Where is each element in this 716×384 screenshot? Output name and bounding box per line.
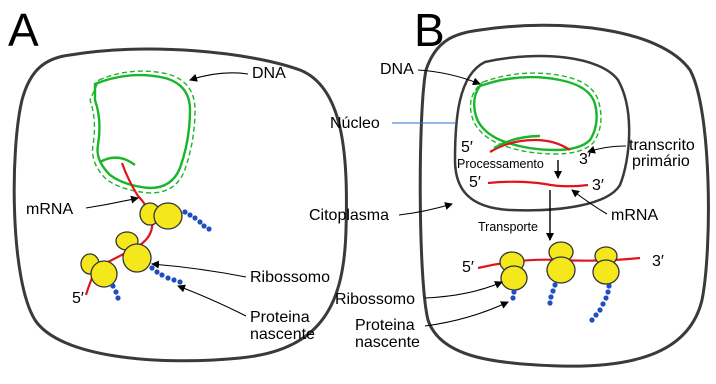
panel-b-ribosome-3 bbox=[593, 247, 619, 284]
panel-b-label-5prime-mid: 5′ bbox=[469, 174, 481, 191]
panel-a-label-dna: DNA bbox=[252, 65, 286, 82]
panel-b-label-ribossomo: Ribossomo bbox=[335, 291, 416, 308]
panel-b bbox=[309, 4, 708, 366]
panel-b-label-mrna: mRNA bbox=[611, 207, 659, 224]
panel-a-label-mrna: mRNA bbox=[26, 201, 74, 218]
panel-b-letter: B bbox=[414, 4, 445, 56]
panel-b-label-nucleo: Núcleo bbox=[330, 115, 380, 132]
panel-a-label-ribossomo: Ribossomo bbox=[250, 269, 331, 286]
panel-b-arrow-ribossomo bbox=[425, 282, 502, 298]
panel-a-label-proteina-1: Proteina bbox=[250, 309, 310, 326]
panel-b-label-citoplasma: Citoplasma bbox=[309, 207, 390, 224]
panel-b-label-5prime-top: 5′ bbox=[461, 139, 473, 156]
panel-b-label-3prime-bottom: 3′ bbox=[652, 253, 664, 270]
panel-b-dna bbox=[471, 73, 602, 154]
panel-b-ribosome-2 bbox=[547, 242, 575, 283]
panel-a-dna bbox=[90, 71, 195, 193]
panel-a-arrow-proteina bbox=[178, 286, 246, 316]
panel-a bbox=[8, 4, 346, 361]
panel-a-label-5prime: 5′ bbox=[72, 290, 84, 307]
panel-a-ribosome-1 bbox=[140, 203, 182, 229]
panel-b-arrow-proteina bbox=[425, 302, 508, 326]
panel-b-label-3prime-top: 3′ bbox=[579, 151, 591, 168]
panel-b-protein-chains bbox=[510, 282, 611, 322]
panel-a-arrow-mrna bbox=[86, 198, 138, 208]
panel-a-arrow-ribossomo bbox=[152, 264, 246, 277]
panel-b-label-3prime-mid: 3′ bbox=[592, 177, 604, 194]
panel-b-label-processamento: Processamento bbox=[457, 157, 544, 171]
panel-a-arrow-dna bbox=[190, 73, 248, 80]
panel-b-label-transcrito-2: primário bbox=[632, 153, 690, 170]
panel-a-ribosome-2 bbox=[116, 232, 151, 272]
panel-b-arrow-dna bbox=[418, 70, 480, 84]
panel-a-letter: A bbox=[8, 4, 39, 56]
panel-b-label-dna: DNA bbox=[380, 61, 414, 78]
panel-b-label-transporte: Transporte bbox=[478, 220, 538, 234]
panel-b-label-5prime-bottom: 5′ bbox=[462, 259, 474, 276]
panel-b-label-proteina-2: nascente bbox=[355, 334, 420, 351]
panel-b-label-proteina-1: Proteina bbox=[355, 317, 415, 334]
panel-b-arrow-transcrito bbox=[588, 146, 626, 152]
panel-b-label-transcrito-1: transcrito bbox=[629, 137, 695, 154]
panel-a-label-proteina-2: nascente bbox=[250, 326, 315, 343]
panel-b-arrow-citoplasma bbox=[399, 204, 452, 215]
panel-b-ribosome-1 bbox=[500, 252, 527, 290]
panel-b-nuclear-mrna bbox=[488, 182, 588, 187]
